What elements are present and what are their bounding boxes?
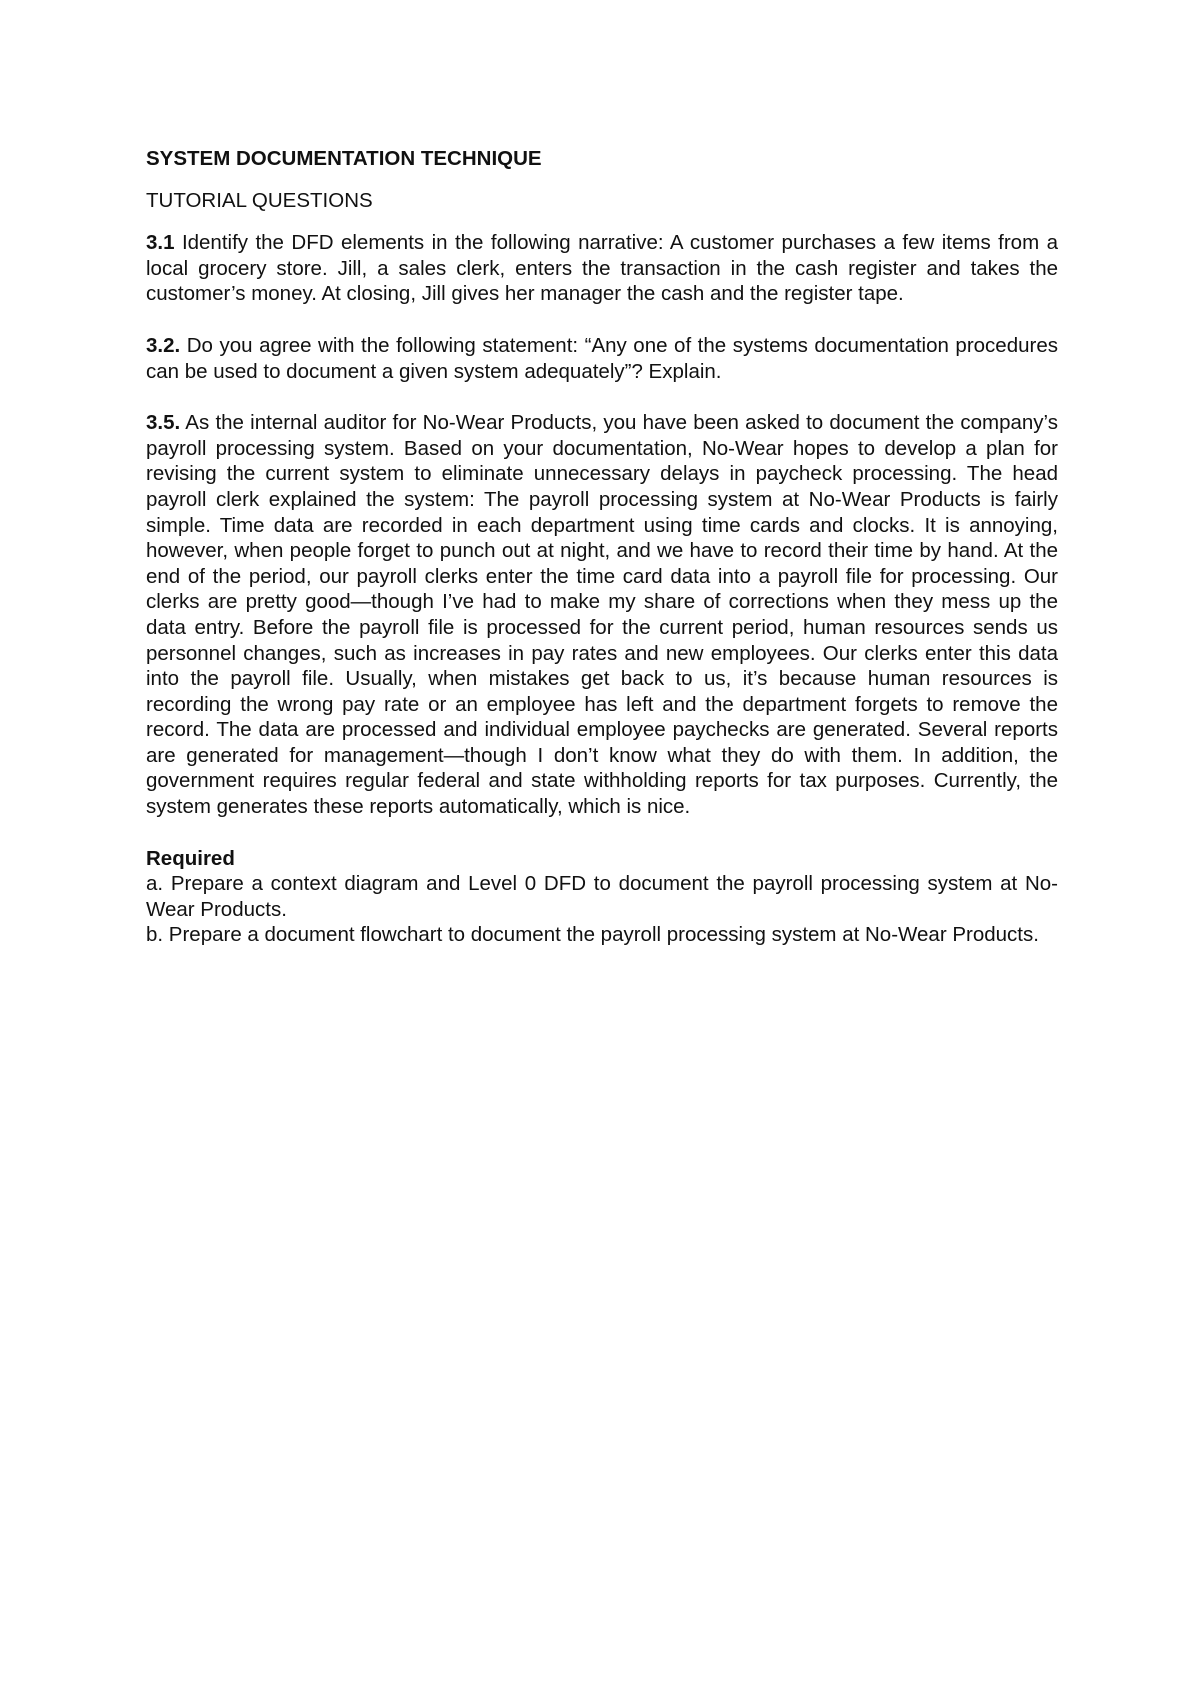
question-number: 3.5. xyxy=(146,411,181,435)
required-item-a: a. Prepare a context diagram and Level 0 DFD to document the payroll processing system at No-Wear Products. xyxy=(146,872,1058,921)
question-text: Do you agree with the following statement: “Any one of the systems documentation procedures can be used to document a given system adequately”? Explain. xyxy=(146,333,1058,383)
question-3-5 xyxy=(146,410,1058,820)
question-3-2 xyxy=(146,333,1058,384)
document-title: SYSTEM DOCUMENTATION TECHNIQUE xyxy=(146,147,542,170)
required-heading: Required xyxy=(146,846,235,870)
required-item-b: b. Prepare a document flowchart to document the payroll processing system at No-Wear Products. xyxy=(146,923,1039,947)
document-body xyxy=(146,146,1058,948)
question-text: Identify the DFD elements in the following narrative: A customer purchases a few items from a local grocery store. Jill, a sales clerk, enters the transaction in the cash register and takes the customer’s money. At closing, Jill gives her manager the cash and the register tape. xyxy=(146,231,1058,306)
question-text: As the internal auditor for No-Wear Products, you have been asked to document the company’s payroll processing system. Based on your documentation, No-Wear hopes to develop a plan for revising the current system to eliminate unnecessary delays in paycheck processing. The head payroll clerk explained the system: The payroll processing system at No-Wear Products is fairly simple. Time data are recorded in each department using time cards and clocks. It is annoying, however, when people forget to punch out at night, and we have to record their time by hand. At the end of the period, our payroll clerks enter the time card data into a payroll file for processing. Our clerks are pretty good—though I’ve had to make my share of corrections when they mess up the data entry. Before the payroll file is processed for the current period, human resources sends us personnel changes, such as increases in pay rates and new employees. Our clerks enter this data into the payroll file. Usually, when mistakes get back to us, it’s because human resources is recording the wrong pay rate or an employee has left and the department forgets to remove the record. The data are processed and individual employee paychecks are generated. Several reports are generated for management—though I don’t know what they do with them. In addition, the government requires regular federal and state withholding reports for tax purposes. Currently, the system generates these reports automatically, which is nice. xyxy=(146,411,1058,819)
question-number: 3.1 xyxy=(146,231,175,255)
required-section xyxy=(146,846,1058,948)
document-subtitle: TUTORIAL QUESTIONS xyxy=(146,188,373,212)
question-number: 3.2. xyxy=(146,333,181,357)
question-3-1 xyxy=(146,230,1058,307)
